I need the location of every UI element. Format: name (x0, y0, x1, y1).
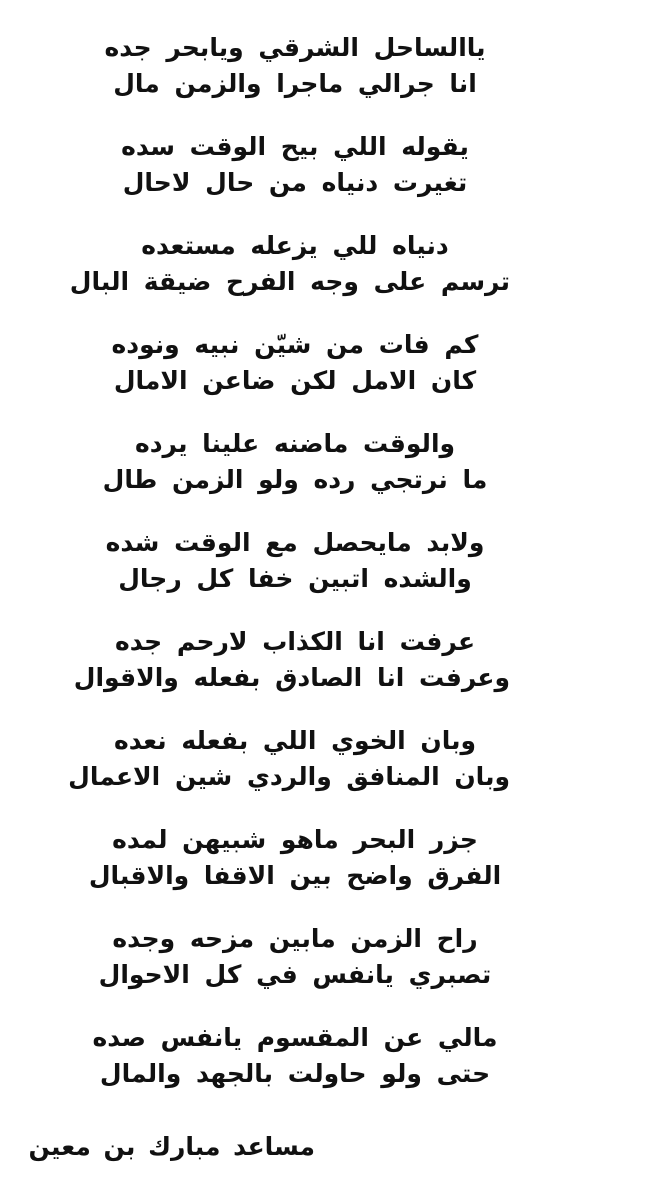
stanza-11 (80, 1020, 510, 1119)
stanza-9 (80, 822, 510, 921)
author-signature: مساعد مبارك بن معين (28, 1132, 315, 1161)
verse-line: والشده اتبين خفا كل رجال (118, 564, 472, 593)
verse-line: وعرفت انا الصادق بفعله والاقوال (73, 663, 510, 692)
stanza-5 (80, 426, 510, 525)
poem-body (68, 30, 510, 1119)
verse-line: دنياه للي يزعله مستعده (141, 231, 449, 260)
verse-line: ترسم على وجه الفرح ضيقة البال (69, 267, 510, 296)
verse-line: وبان المنافق والردي شين الاعمال (68, 762, 510, 791)
verse-line: وبان الخوي اللي بفعله نعده (113, 726, 477, 755)
stanza-10 (80, 921, 510, 1020)
verse-line: عرفت انا الكذاب لارحم جده (114, 627, 476, 656)
verse-line: كم فات من شيّن نبيه ونوده (111, 330, 479, 359)
verse-line: والوقت ماضنه علينا يرده (134, 429, 456, 458)
verse-line: حتى ولو حاولت بالجهد والمال (99, 1059, 491, 1088)
verse-line: يقوله اللي بيح الوقت سده (121, 132, 469, 161)
verse-line: تصبري يانفس في كل الاحوال (98, 960, 492, 989)
verse-line: راح الزمن مابين مزحه وجده (112, 924, 478, 953)
stanza-3 (69, 228, 510, 327)
stanza-7 (73, 624, 510, 723)
stanza-4 (80, 327, 510, 426)
verse-line: ياالساحل الشرقي ويابحر جده (104, 33, 486, 62)
verse-line: مالي عن المقسوم يانفس صده (92, 1023, 498, 1052)
verse-line: ولابد مايحصل مع الوقت شده (105, 528, 485, 557)
verse-line: انا جرالي ماجرا والزمن مال (113, 69, 477, 98)
stanza-1 (80, 30, 510, 129)
verse-line: الفرق واضح بين الاقفا والاقبال (88, 861, 502, 890)
verse-line: تغيرت دنياه من حال لاحال (122, 168, 468, 197)
stanza-2 (80, 129, 510, 228)
verse-line: ما نرتجي رده ولو الزمن طال (102, 465, 488, 494)
verse-line: كان الامل لكن ضاعن الامال (113, 366, 477, 395)
verse-line: جزر البحر ماهو شبيهن لمده (112, 825, 478, 854)
stanza-8 (68, 723, 510, 822)
stanza-6 (80, 525, 510, 624)
